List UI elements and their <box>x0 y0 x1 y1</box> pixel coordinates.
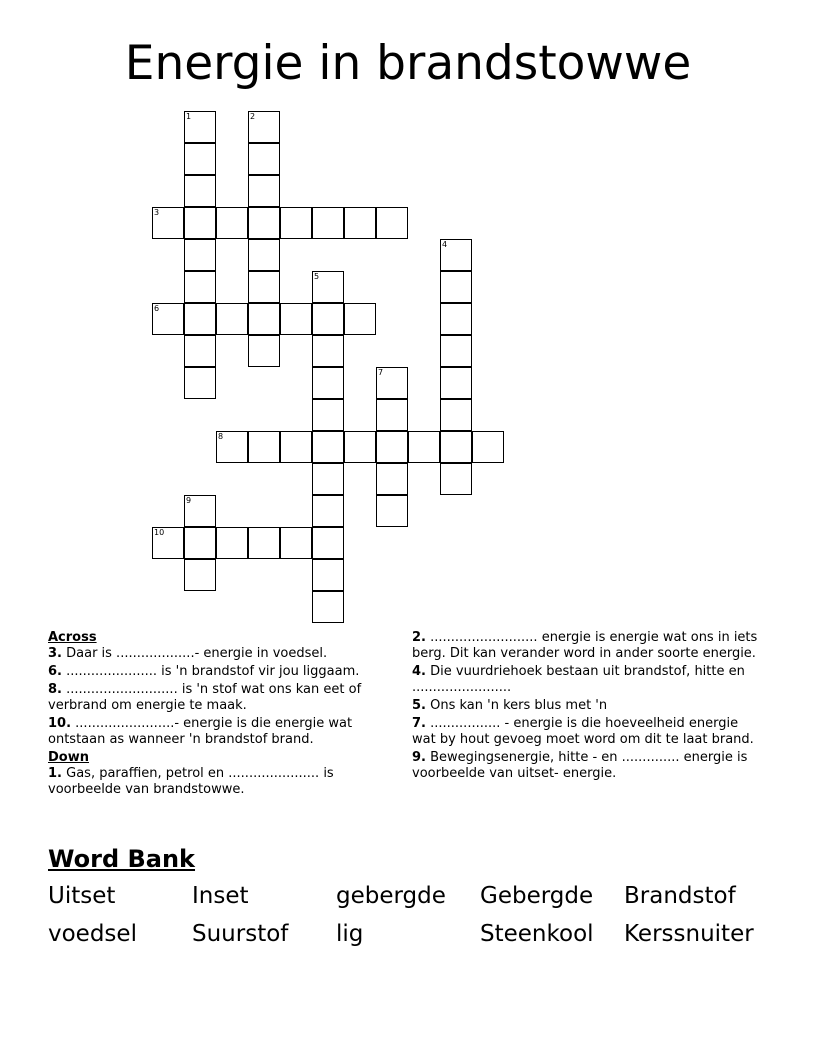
cell-number: 5 <box>314 272 320 281</box>
grid-cell[interactable] <box>216 431 248 463</box>
clue-number: 9. <box>412 750 426 765</box>
word-bank-item: Kerssnuiter <box>624 921 754 947</box>
across-clue-list <box>48 646 398 748</box>
grid-cell[interactable] <box>248 527 280 559</box>
clue-text: Ons kan 'n kers blus met 'n <box>430 698 608 713</box>
grid-cell[interactable] <box>312 463 344 495</box>
clue-item <box>48 646 398 662</box>
word-bank-item: Suurstof <box>192 921 289 947</box>
grid-cell[interactable] <box>376 367 408 399</box>
grid-cell[interactable] <box>216 303 248 335</box>
clues-left-column <box>48 630 398 800</box>
grid-cell[interactable] <box>344 431 376 463</box>
grid-cell[interactable] <box>440 431 472 463</box>
down-clue-list <box>48 766 398 798</box>
clue-number: 4. <box>412 664 426 679</box>
grid-cell[interactable] <box>248 239 280 271</box>
grid-cell[interactable] <box>184 143 216 175</box>
clue-text: Gas, paraffien, petrol en ...................... is voorbeelde van brandstowwe. <box>48 766 334 797</box>
grid-cell[interactable] <box>152 207 184 239</box>
clue-item <box>412 664 762 696</box>
clue-text: .......................... energie is energie wat ons in iets berg. Dit kan verander word in ander soorte energie. <box>412 630 758 661</box>
grid-cell[interactable] <box>184 495 216 527</box>
grid-cell[interactable] <box>376 463 408 495</box>
cell-number: 10 <box>154 528 165 537</box>
cell-number: 8 <box>218 432 224 441</box>
grid-cell[interactable] <box>216 207 248 239</box>
grid-cell[interactable] <box>312 495 344 527</box>
grid-cell[interactable] <box>312 335 344 367</box>
grid-cell[interactable] <box>440 335 472 367</box>
grid-cell[interactable] <box>248 431 280 463</box>
grid-cell[interactable] <box>312 591 344 623</box>
clue-item <box>412 630 762 662</box>
clue-item <box>412 698 762 714</box>
grid-cell[interactable] <box>312 399 344 431</box>
word-bank-item: voedsel <box>48 921 137 947</box>
clues-right-column <box>412 630 762 784</box>
grid-cell[interactable] <box>312 559 344 591</box>
clue-text: Die vuurdriehoek bestaan uit brandstof, hitte en ........................ <box>412 664 745 695</box>
word-bank-item: Steenkool <box>480 921 594 947</box>
grid-cell[interactable] <box>376 207 408 239</box>
page-title: Energie in brandstowwe <box>124 36 692 91</box>
clue-text: Bewegingsenergie, hitte - en .............. energie is voorbeelde van uitset- energie. <box>412 750 748 781</box>
clue-number: 10. <box>48 716 72 731</box>
grid-cell[interactable] <box>280 527 312 559</box>
grid-cell[interactable] <box>280 207 312 239</box>
clue-number: 2. <box>412 630 426 645</box>
grid-cell[interactable] <box>184 559 216 591</box>
word-bank-item: Brandstof <box>624 883 736 909</box>
grid-cell[interactable] <box>312 367 344 399</box>
grid-cell[interactable] <box>184 335 216 367</box>
grid-cell[interactable] <box>248 143 280 175</box>
word-bank-item: Inset <box>192 883 249 909</box>
grid-cell[interactable] <box>216 527 248 559</box>
grid-cell[interactable] <box>440 463 472 495</box>
grid-cell[interactable] <box>248 175 280 207</box>
grid-cell[interactable] <box>440 239 472 271</box>
clue-item <box>48 682 398 714</box>
clue-item <box>48 716 398 748</box>
grid-cell[interactable] <box>184 111 216 143</box>
clue-text: Daar is ...................- energie in voedsel. <box>66 646 328 661</box>
clue-item <box>48 766 398 798</box>
clue-text: ........................- energie is die energie wat ontstaan as wanneer 'n brandstof brand. <box>48 716 353 747</box>
clue-item <box>48 664 398 680</box>
clue-number: 5. <box>412 698 426 713</box>
grid-cell[interactable] <box>312 207 344 239</box>
grid-cell[interactable] <box>184 367 216 399</box>
grid-cell[interactable] <box>376 399 408 431</box>
clue-text: ................. - energie is die hoeveelheid energie wat by hout gevoeg moet word om dit te laat brand. <box>412 716 754 747</box>
grid-cell[interactable] <box>184 175 216 207</box>
clue-number: 8. <box>48 682 62 697</box>
word-bank-title: Word Bank <box>48 845 196 873</box>
grid-cell[interactable] <box>248 111 280 143</box>
down-clue-list-continued <box>412 630 762 782</box>
word-bank <box>48 880 788 950</box>
grid-cell[interactable] <box>248 303 280 335</box>
grid-cell[interactable] <box>152 303 184 335</box>
grid-cell[interactable] <box>440 271 472 303</box>
grid-cell[interactable] <box>184 239 216 271</box>
cell-number: 9 <box>186 496 192 505</box>
word-bank-item: Gebergde <box>480 883 594 909</box>
grid-cell[interactable] <box>440 303 472 335</box>
cell-number: 4 <box>442 240 448 249</box>
grid-cell[interactable] <box>248 271 280 303</box>
clue-item <box>412 750 762 782</box>
grid-cell[interactable] <box>440 367 472 399</box>
clue-number: 6. <box>48 664 62 679</box>
grid-cell[interactable] <box>184 527 216 559</box>
grid-cell[interactable] <box>312 431 344 463</box>
clue-item <box>412 716 762 748</box>
grid-cell[interactable] <box>376 495 408 527</box>
clue-number: 7. <box>412 716 426 731</box>
grid-cell[interactable] <box>152 527 184 559</box>
grid-cell[interactable] <box>408 431 440 463</box>
grid-cell[interactable] <box>344 303 376 335</box>
word-bank-item: Uitset <box>48 883 116 909</box>
cell-number: 1 <box>186 112 192 121</box>
grid-cell[interactable] <box>312 527 344 559</box>
grid-cell[interactable] <box>344 207 376 239</box>
clue-number: 1. <box>48 766 62 781</box>
cell-number: 7 <box>378 368 384 377</box>
grid-cell[interactable] <box>312 271 344 303</box>
grid-cell[interactable] <box>472 431 504 463</box>
word-bank-item: lig <box>336 921 364 947</box>
grid-cell[interactable] <box>440 399 472 431</box>
cell-number: 3 <box>154 208 160 217</box>
grid-cell[interactable] <box>184 303 216 335</box>
grid-cell[interactable] <box>248 207 280 239</box>
grid-cell[interactable] <box>280 431 312 463</box>
cell-number: 6 <box>154 304 160 313</box>
clue-number: 3. <box>48 646 62 661</box>
cell-number: 2 <box>250 112 256 121</box>
grid-cell[interactable] <box>184 207 216 239</box>
clue-text: ........................... is 'n stof wat ons kan eet of verbrand om energie te maak. <box>48 682 362 713</box>
grid-cell[interactable] <box>280 303 312 335</box>
word-bank-item: gebergde <box>336 883 446 909</box>
clue-text: ...................... is 'n brandstof vir jou liggaam. <box>66 664 360 679</box>
grid-cell[interactable] <box>248 335 280 367</box>
down-heading: Down <box>48 750 89 765</box>
across-heading: Across <box>48 630 97 645</box>
grid-cell[interactable] <box>184 271 216 303</box>
grid-cell[interactable] <box>312 303 344 335</box>
grid-cell[interactable] <box>376 431 408 463</box>
